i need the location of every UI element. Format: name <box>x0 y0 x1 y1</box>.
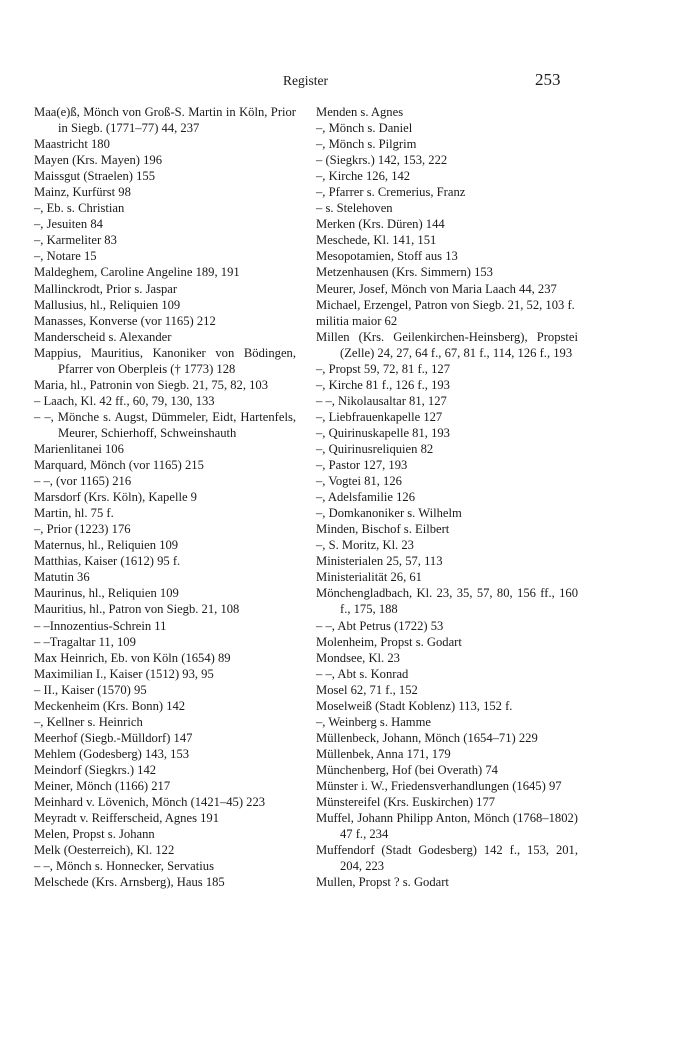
index-entry: Mesopotamien, Stoff aus 13 <box>316 249 458 264</box>
index-entry: Maternus, hl., Reliquien 109 <box>34 538 179 553</box>
index-entry: Mayen (Krs. Mayen) 196 <box>34 153 163 168</box>
index-entry: Meschede, Kl. 141, 151 <box>316 233 437 248</box>
index-entry: Melk (Oesterreich), Kl. 122 <box>34 843 175 858</box>
running-header: Register <box>283 73 328 88</box>
index-entry: Mullen, Propst ? s. Godart <box>316 875 449 890</box>
index-entry: Melen, Propst s. Johann <box>34 827 155 842</box>
index-entry: Molenheim, Propst s. Godart <box>316 634 462 649</box>
index-entry: Müllenbek, Anna 171, 179 <box>316 746 451 761</box>
index-entry: Melschede (Krs. Arnsberg), Haus 185 <box>34 875 225 890</box>
index-entry: Meerhof (Siegb.-Mülldorf) 147 <box>34 730 193 745</box>
index-entry: –, Pfarrer s. Cremerius, Franz <box>316 185 466 200</box>
index-entry: Manasses, Konverse (vor 1165) 212 <box>34 313 216 328</box>
index-entry: Matthias, Kaiser (1612) 95 f. <box>34 554 181 569</box>
index-entry: Michael, Erzengel, Patron von Siegb. 21, 52, 103 f. <box>316 297 575 312</box>
index-entry: – –, Nikolausaltar 81, 127 <box>316 393 447 408</box>
index-entry: Marienlitanei 106 <box>34 441 124 456</box>
index-entry: Maissgut (Straelen) 155 <box>34 169 156 184</box>
index-entry: Moselweiß (Stadt Koblenz) 113, 152 f. <box>316 698 513 713</box>
index-entry: Mondsee, Kl. 23 <box>316 650 400 665</box>
index-entry: Muffel, Johann Philipp Anton, Mönch (1768–1802) 47 f., 234 <box>316 811 578 842</box>
index-entry: Ministerialität 26, 61 <box>316 570 422 585</box>
index-entry: Millen (Krs. Geilenkirchen-Heinsberg), Propstei (Zelle) 24, 27, 64 f., 67, 81 f., 114, 126 f., 193 <box>316 329 578 360</box>
index-entry: Meindorf (Siegkrs.) 142 <box>34 762 157 777</box>
index-entry: Minden, Bischof s. Eilbert <box>316 522 450 537</box>
index-entry: Meyradt v. Reifferscheid, Agnes 191 <box>34 811 220 826</box>
index-entry: –, Liebfrauenkapelle 127 <box>316 409 443 424</box>
index-entry: Merken (Krs. Düren) 144 <box>316 217 445 232</box>
index-entry: –, Karmeliter 83 <box>34 233 117 248</box>
index-entry: –, Eb. s. Christian <box>34 201 125 216</box>
index-entry: Manderscheid s. Alexander <box>34 329 172 344</box>
index-entry: – –Tragaltar 11, 109 <box>34 634 136 649</box>
index-entry: – –, Abt Petrus (1722) 53 <box>316 618 444 633</box>
index-entry: Mauritius, hl., Patron von Siegb. 21, 108 <box>34 602 240 617</box>
index-entry: Münchenberg, Hof (bei Overath) 74 <box>316 762 498 777</box>
index-entry: –, Notare 15 <box>34 249 97 264</box>
index-entry: Matutin 36 <box>34 570 90 585</box>
index-entry: –, Adelsfamilie 126 <box>316 490 415 505</box>
index-entry: Münstereifel (Krs. Euskirchen) 177 <box>316 795 496 810</box>
index-entry: Max Heinrich, Eb. von Köln (1654) 89 <box>34 650 231 665</box>
index-entry: –, Kellner s. Heinrich <box>34 714 143 729</box>
index-entry: Marsdorf (Krs. Köln), Kapelle 9 <box>34 490 197 505</box>
index-entry: – II., Kaiser (1570) 95 <box>34 682 147 697</box>
index-entry: –, Mönch s. Pilgrim <box>316 137 417 152</box>
index-entry: – Laach, Kl. 42 ff., 60, 79, 130, 133 <box>34 393 215 408</box>
index-entry: Ministerialen 25, 57, 113 <box>316 554 443 569</box>
index-entry: –, Prior (1223) 176 <box>34 522 131 537</box>
index-entry: – (Siegkrs.) 142, 153, 222 <box>316 153 448 168</box>
index-entry: –, Jesuiten 84 <box>34 217 103 232</box>
index-entry: –, Quirinuskapelle 81, 193 <box>316 425 450 440</box>
index-entry: Marquard, Mönch (vor 1165) 215 <box>34 458 204 473</box>
index-entry: Martin, hl. 75 f. <box>34 506 114 521</box>
index-entry: Müllenbeck, Johann, Mönch (1654–71) 229 <box>316 730 538 745</box>
index-entry: –, Quirinusreliquien 82 <box>316 441 434 456</box>
index-entry: Mainz, Kurfürst 98 <box>34 185 131 200</box>
page-number: 253 <box>535 70 561 89</box>
index-entry: Maximilian I., Kaiser (1512) 93, 95 <box>34 666 214 681</box>
index-entry: Maria, hl., Patronin von Siegb. 21, 75, 82, 103 <box>34 377 269 392</box>
index-column-right <box>316 104 578 890</box>
index-entry: –, Kirche 81 f., 126 f., 193 <box>316 377 450 392</box>
index-entry: Mönchengladbach, Kl. 23, 35, 57, 80, 156 ff., 160 f., 175, 188 <box>316 586 578 617</box>
index-entry: – –, Abt s. Konrad <box>316 666 409 681</box>
index-entry: Meiner, Mönch (1166) 217 <box>34 778 171 793</box>
index-entry: –, Kirche 126, 142 <box>316 169 411 184</box>
index-entry: –, Mönch s. Daniel <box>316 121 413 136</box>
index-entry: Meurer, Josef, Mönch von Maria Laach 44, 237 <box>316 281 557 296</box>
index-entry: Maa(e)ß, Mönch von Groß-S. Martin in Köln, Prior in Siegb. (1771–77) 44, 237 <box>34 105 296 136</box>
index-entry: –, Propst 59, 72, 81 f., 127 <box>316 361 450 376</box>
index-entry: – –Innozentius-Schrein 11 <box>34 618 167 633</box>
index-entry: militia maior 62 <box>316 313 398 328</box>
index-entry: Münster i. W., Friedensverhandlungen (1645) 97 <box>316 778 562 793</box>
index-entry: Maurinus, hl., Reliquien 109 <box>34 586 179 601</box>
index-entry: Metzenhausen (Krs. Simmern) 153 <box>316 265 493 280</box>
index-entry: Maastricht 180 <box>34 137 110 152</box>
index-entry: Mehlem (Godesberg) 143, 153 <box>34 746 190 761</box>
index-entry: Mappius, Mauritius, Kanoniker von Bödingen, Pfarrer von Oberpleis († 1773) 128 <box>34 345 296 376</box>
index-entry: –, S. Moritz, Kl. 23 <box>316 538 414 553</box>
index-entry: – –, (vor 1165) 216 <box>34 474 132 489</box>
index-entry: – s. Stelehoven <box>316 201 393 216</box>
index-entry: –, Vogtei 81, 126 <box>316 474 402 489</box>
index-entry: Mallusius, hl., Reliquien 109 <box>34 297 181 312</box>
index-entry: Meckenheim (Krs. Bonn) 142 <box>34 698 186 713</box>
index-entry: – –, Mönch s. Honnecker, Servatius <box>34 859 214 874</box>
index-entry: Mosel 62, 71 f., 152 <box>316 682 418 697</box>
index-entry: Maldeghem, Caroline Angeline 189, 191 <box>34 265 240 280</box>
index-entry: Muffendorf (Stadt Godesberg) 142 f., 153, 201, 204, 223 <box>316 843 578 874</box>
index-entry: – –, Mönche s. Augst, Dümmeler, Eidt, Hartenfels, Meurer, Schierhoff, Schweinshauth <box>34 409 296 440</box>
index-entry: Meinhard v. Lövenich, Mönch (1421–45) 223 <box>34 795 266 810</box>
index-entry: –, Domkanoniker s. Wilhelm <box>316 506 462 521</box>
index-entry: –, Pastor 127, 193 <box>316 458 408 473</box>
index-column-left <box>34 104 296 890</box>
index-entry: Mallinckrodt, Prior s. Jaspar <box>34 281 178 296</box>
index-entry: Menden s. Agnes <box>316 105 404 119</box>
index-entry: –, Weinberg s. Hamme <box>316 714 431 729</box>
